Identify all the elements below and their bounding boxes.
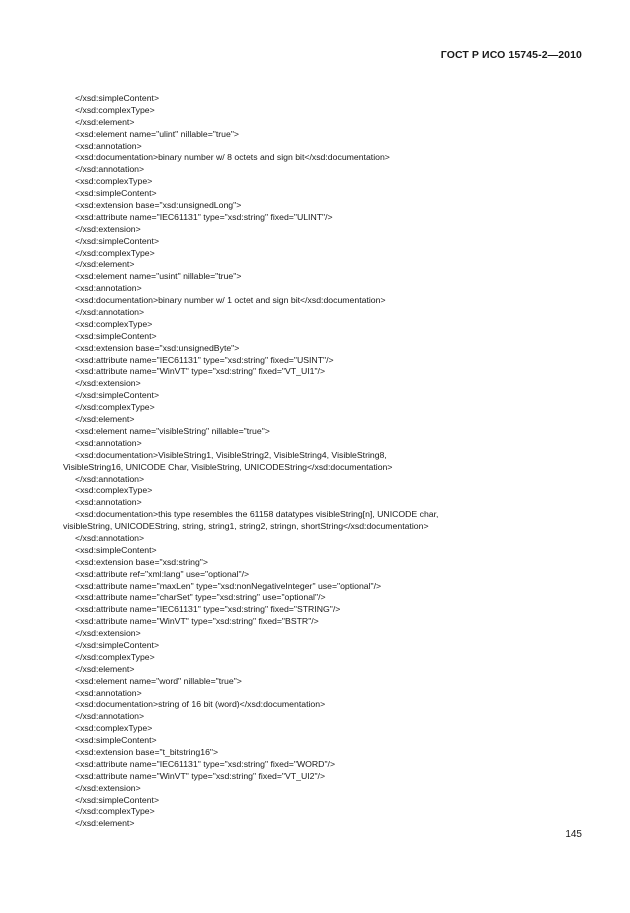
code-line: </xsd:annotation> (75, 711, 145, 722)
code-line: <xsd:annotation> (75, 437, 142, 448)
code-line: <xsd:attribute name="WinVT" type="xsd:string" fixed="BSTR"/> (75, 616, 319, 627)
code-line: </xsd:annotation> (75, 164, 145, 175)
code-line: <xsd:complexType> (75, 723, 153, 734)
code-line: visibleString, UNICODEString, string, string1, string2, stringn, shortString</xsd:documentation> (63, 521, 429, 532)
code-line: </xsd:complexType> (75, 651, 155, 662)
code-line: <xsd:attribute name="WinVT" type="xsd:string" fixed="VT_UI1"/> (75, 366, 326, 377)
code-line: </xsd:simpleContent> (75, 93, 160, 103)
code-line: </xsd:complexType> (75, 806, 155, 817)
code-line: <xsd:complexType> (75, 176, 153, 187)
code-line: <xsd:documentation>string of 16 bit (word)</xsd:documentation> (75, 699, 326, 710)
code-line: </xsd:extension> (75, 628, 141, 639)
code-line: <xsd:attribute name="IEC61131" type="xsd:string" fixed="ULINT"/> (75, 211, 333, 222)
code-line: <xsd:extension base="xsd:string"> (75, 556, 208, 567)
code-line: <xsd:extension base="xsd:unsignedLong"> (75, 200, 242, 211)
code-line: <xsd:simpleContent> (75, 544, 157, 555)
code-line: </xsd:element> (75, 259, 135, 270)
code-line: </xsd:element> (75, 663, 135, 674)
code-line: </xsd:annotation> (75, 473, 145, 484)
code-line: <xsd:documentation>VisibleString1, VisibleString2, VisibleString4, VisibleString8, (75, 449, 387, 460)
code-line: </xsd:simpleContent> (75, 390, 160, 401)
code-line: </xsd:extension> (75, 782, 141, 793)
code-line: <xsd:annotation> (75, 497, 142, 508)
code-line: <xsd:documentation>binary number w/ 1 octet and sign bit</xsd:documentation> (75, 295, 386, 306)
standard-header: ГОСТ Р ИСО 15745-2—2010 (440, 49, 582, 61)
code-line: <xsd:extension base="xsd:unsignedByte"> (75, 342, 240, 353)
code-line: <xsd:element name="word" nillable="true"> (75, 675, 242, 686)
code-line: <xsd:element name="ulint" nillable="true"> (75, 128, 239, 139)
code-line: </xsd:extension> (75, 378, 141, 389)
code-line: <xsd:complexType> (75, 485, 153, 496)
code-line: <xsd:documentation>binary number w/ 8 octets and sign bit</xsd:documentation> (75, 152, 390, 163)
code-line: <xsd:annotation> (75, 140, 142, 151)
code-line: <xsd:documentation>this type resembles the 61158 datatypes visibleString[n], UNICODE char, (75, 509, 439, 520)
code-line: <xsd:attribute name="WinVT" type="xsd:string" fixed="VT_UI2"/> (75, 770, 326, 781)
code-line: </xsd:complexType> (75, 402, 155, 413)
code-line: </xsd:complexType> (75, 104, 155, 115)
code-line: </xsd:simpleContent> (75, 794, 160, 805)
code-line: <xsd:annotation> (75, 687, 142, 698)
code-line: <xsd:simpleContent> (75, 735, 157, 746)
code-line: <xsd:attribute name="IEC61131" type="xsd:string" fixed="USINT"/> (75, 354, 334, 365)
code-line: <xsd:simpleContent> (75, 330, 157, 341)
code-line: </xsd:complexType> (75, 247, 155, 258)
code-line: </xsd:annotation> (75, 532, 145, 543)
code-line: <xsd:element name="usint" nillable="true"> (75, 271, 242, 282)
xsd-code-listing (63, 93, 590, 830)
code-line: <xsd:attribute name="IEC61131" type="xsd:string" fixed="STRING"/> (75, 604, 341, 615)
page-number: 145 (565, 829, 582, 840)
code-line: <xsd:attribute name="charSet" type="xsd:string" use="optional"/> (75, 592, 326, 603)
code-line: </xsd:simpleContent> (75, 235, 160, 246)
code-line: <xsd:annotation> (75, 283, 142, 294)
code-line: </xsd:element> (75, 818, 135, 829)
code-line: </xsd:simpleContent> (75, 639, 160, 650)
code-line: <xsd:simpleContent> (75, 188, 157, 199)
code-line: <xsd:attribute ref="xml:lang" use="optional"/> (75, 568, 250, 579)
code-line: <xsd:complexType> (75, 318, 153, 329)
code-line: <xsd:element name="visibleString" nillable="true"> (75, 425, 270, 436)
code-line: </xsd:extension> (75, 223, 141, 234)
code-line: </xsd:annotation> (75, 307, 145, 318)
code-line: </xsd:element> (75, 414, 135, 425)
code-line: <xsd:extension base="t_bitstring16"> (75, 746, 219, 757)
code-line: <xsd:attribute name="IEC61131" type="xsd:string" fixed="WORD"/> (75, 758, 336, 769)
code-line: VisibleString16, UNICODE Char, VisibleString, UNICODEString</xsd:documentation> (63, 461, 393, 472)
code-line: </xsd:element> (75, 116, 135, 127)
code-line: <xsd:attribute name="maxLen" type="xsd:nonNegativeInteger" use="optional"/> (75, 580, 382, 591)
